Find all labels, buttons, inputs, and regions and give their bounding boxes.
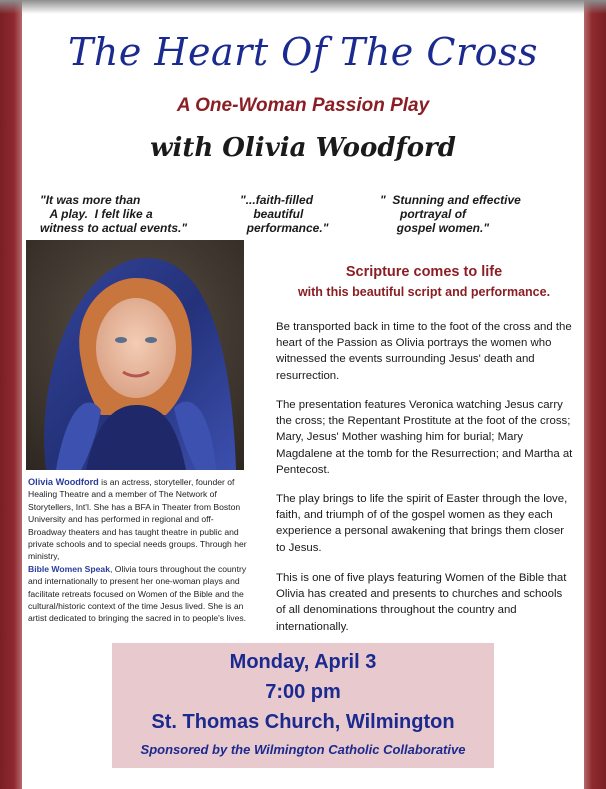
- event-sponsor: Sponsored by the Wilmington Catholic Collaborative: [140, 742, 466, 757]
- event-time: 7:00 pm: [265, 681, 341, 703]
- main-headline: [270, 262, 578, 302]
- event-venue: St. Thomas Church, Wilmington: [151, 711, 455, 733]
- performer-line: with Olivia Woodford: [150, 133, 456, 163]
- description-paragraph-3: The play brings to life the spirit of Easter through the love, faith, and triumph of of the gospel women as they each experience a personal awakening that brings them closer to Jesus.: [276, 493, 568, 554]
- bio-name: Olivia Woodford: [28, 477, 99, 487]
- description-paragraph-1: Be transported back in time to the foot of the cross and the heart of the Passion as Olivia portrays the women who witnessed the events surrounding Jesus' death and resurrection.: [276, 321, 572, 382]
- performer-bio: [28, 476, 250, 625]
- description-paragraph-2: The presentation features Veronica watching Jesus carry the cross; the Repentant Prostitute at the foot of the cross; Mary, Jesus' Mother washing him for burial; Mary Magdalene at the tomb for the Resurrection; and Martha at Pentecost.: [276, 399, 573, 476]
- flyer-title: The Heart Of The Cross: [68, 30, 538, 74]
- bio-text-b: , Olivia tours throughout the country and internationally to present her one-woman plays and facilitate retreats focused on Women of the Bible and the cultural/historic context of the time Jesus lived. She is an artist dedicated to bringing the sacred in to people's lives.: [28, 563, 247, 624]
- review-quote-3: " Stunning and effective portrayal of gospel women.": [380, 193, 521, 235]
- headline-line-1: Scripture comes to life: [345, 264, 503, 280]
- bio-text-a: is an actress, storyteller, founder of Healing Theatre and a member of The Network of Storytellers, Int'l. She has a BFA in Theater from Boston University and has performed in regional and off-Broadway theaters and has taught theatre in public and private schools and to special needs groups. Through her ministry,: [28, 477, 247, 562]
- top-shadow: [0, 0, 606, 14]
- bio-ministry: Bible Women Speak: [28, 563, 110, 574]
- performer-photo: [26, 240, 244, 470]
- event-details-box: [112, 643, 494, 768]
- description-paragraph-4: This is one of five plays featuring Women of the Bible that Olivia has created and presents to churches and schools of all denominations throughout the country and internationally.: [276, 572, 567, 633]
- event-date: Monday, April 3: [229, 651, 377, 673]
- flyer-subtitle: A One-Woman Passion Play: [176, 95, 430, 116]
- headline-line-2: with this beautiful script and performance.: [297, 285, 551, 299]
- review-quote-2: "...faith-filled beautiful performance.": [240, 193, 329, 235]
- review-quote-1: "It was more than A play. I felt like a witness to actual events.": [40, 193, 188, 235]
